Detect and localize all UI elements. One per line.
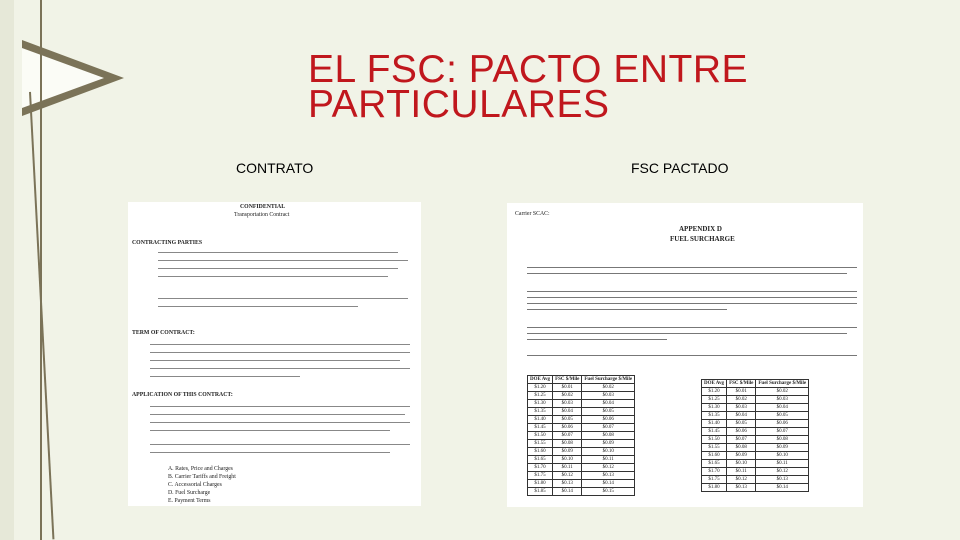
table-row: $1.50 $0.07 $0.08: [702, 436, 809, 444]
title-line-1: EL FSC: PACTO ENTRE: [308, 48, 749, 91]
contract-document-image: [128, 202, 421, 506]
table-row: $1.70 $0.11 $0.12: [528, 464, 635, 472]
fsc-table-right: [701, 379, 809, 492]
contract-list-item: E. Payment Terms: [168, 498, 211, 504]
table-row: $1.55 $0.08 $0.09: [702, 444, 809, 452]
table-row: $1.60 $0.09 $0.10: [528, 448, 635, 456]
table-row: $1.70 $0.11 $0.12: [702, 468, 809, 476]
table-row: $1.60 $0.09 $0.10: [702, 452, 809, 460]
table-header: FSC $/Mile: [727, 380, 756, 388]
fsc-table-left: [527, 375, 635, 496]
table-row: $1.50 $0.07 $0.08: [528, 432, 635, 440]
slide-title: [308, 48, 828, 126]
appendix-subtitle: FUEL SURCHARGE: [670, 235, 735, 243]
contract-list-item: B. Carrier Tariffs and Freight: [168, 474, 236, 480]
table-row: $1.85 $0.14 $0.15: [528, 488, 635, 496]
table-row: $1.45 $0.06 $0.07: [528, 424, 635, 432]
table-header: FSC $/Mile: [553, 376, 582, 384]
table-row: $1.55 $0.08 $0.09: [528, 440, 635, 448]
contract-section-term: TERM OF CONTRACT:: [132, 330, 195, 336]
table-row: $1.65 $0.10 $0.11: [528, 456, 635, 464]
table-row: $1.25 $0.02 $0.03: [702, 396, 809, 404]
contract-header-1: CONFIDENTIAL: [240, 204, 286, 210]
table-row: $1.20 $0.01 $0.02: [702, 388, 809, 396]
table-row: $1.30 $0.03 $0.04: [528, 400, 635, 408]
table-header: DOE Avg: [702, 380, 727, 388]
contract-list-item: C. Accessorial Charges: [168, 482, 222, 488]
table-row: $1.75 $0.12 $0.13: [528, 472, 635, 480]
fsc-document-image: [507, 203, 863, 507]
contract-section-parties: CONTRACTING PARTIES: [132, 240, 203, 246]
table-header: Fuel Surcharge $/Mile: [756, 380, 809, 388]
table-row: $1.25 $0.02 $0.03: [528, 392, 635, 400]
table-row: $1.80 $0.13 $0.14: [702, 484, 809, 492]
table-row: $1.40 $0.05 $0.06: [528, 416, 635, 424]
table-row: $1.45 $0.06 $0.07: [702, 428, 809, 436]
table-row: $1.20 $0.01 $0.02: [528, 384, 635, 392]
appendix-title: APPENDIX D: [679, 225, 722, 233]
contract-header-2: Transportation Contract: [234, 212, 290, 218]
right-heading: FSC PACTADO: [631, 160, 729, 176]
table-row: $1.35 $0.04 $0.05: [528, 408, 635, 416]
table-header: Fuel Surcharge $/Mile: [582, 376, 635, 384]
contract-section-application: APPLICATION OF THIS CONTRACT:: [132, 392, 233, 398]
table-row: $1.30 $0.03 $0.04: [702, 404, 809, 412]
table-row: $1.65 $0.10 $0.11: [702, 460, 809, 468]
table-row: $1.35 $0.04 $0.05: [702, 412, 809, 420]
contract-list-item: D. Fuel Surcharge: [168, 490, 211, 496]
left-heading: CONTRATO: [236, 160, 314, 176]
contract-list-item: A. Rates, Price and Charges: [168, 466, 233, 472]
carrier-scac-label: Carrier SCAC:: [515, 211, 550, 217]
table-row: $1.40 $0.05 $0.06: [702, 420, 809, 428]
table-row: $1.80 $0.13 $0.14: [528, 480, 635, 488]
table-row: $1.75 $0.12 $0.13: [702, 476, 809, 484]
table-header: DOE Avg: [528, 376, 553, 384]
arrow-decoration-inner: [22, 48, 104, 108]
title-line-2: PARTICULARES: [308, 83, 610, 126]
left-rail: [0, 0, 14, 540]
